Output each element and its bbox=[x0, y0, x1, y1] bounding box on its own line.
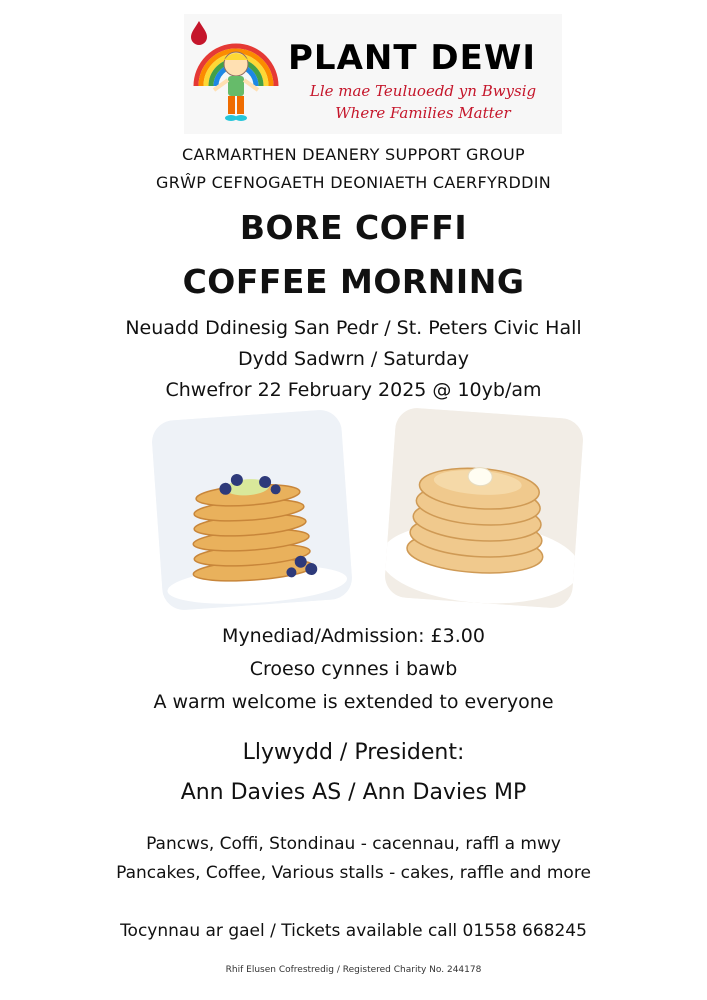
venue: Neuadd Ddinesig San Pedr / St. Peters Civic Hall bbox=[125, 317, 582, 339]
president-label: Llywydd / President: bbox=[242, 740, 465, 765]
day: Dydd Sadwrn / Saturday bbox=[238, 348, 469, 370]
welcome-english: A warm welcome is extended to everyone bbox=[153, 691, 554, 713]
welcome-welsh: Croeso cynnes i bawb bbox=[249, 658, 458, 680]
president-name: Ann Davies AS / Ann Davies MP bbox=[180, 780, 527, 805]
pancake-stack-photo-right bbox=[384, 407, 585, 610]
logo-title: PLANT DEWI bbox=[288, 38, 536, 78]
logo-english-tagline: Where Families Matter bbox=[335, 104, 511, 122]
date-time: Chwefror 22 February 2025 @ 10yb/am bbox=[165, 379, 542, 401]
charity-number: Rhif Elusen Cofrestredig / Registered Charity No. 244178 bbox=[225, 965, 482, 975]
english-title: COFFEE MORNING bbox=[182, 262, 525, 301]
pancake-stack-photo-left bbox=[151, 409, 354, 612]
organisation-welsh: GRŴP CEFNOGAETH DEONIAETH CAERFYRDDIN bbox=[156, 173, 551, 192]
tickets-info: Tocynnau ar gael / Tickets available call 01558 668245 bbox=[120, 921, 587, 941]
red-drop-icon bbox=[190, 20, 208, 46]
organisation-english: CARMARTHEN DEANERY SUPPORT GROUP bbox=[182, 145, 525, 164]
logo-welsh-tagline: Lle mae Teuluoedd yn Bwysig bbox=[309, 82, 537, 100]
stalls-welsh: Pancws, Coffi, Stondinau - cacennau, raffl a mwy bbox=[146, 834, 561, 854]
plant-dewi-logo bbox=[184, 14, 562, 134]
welsh-title: BORE COFFI bbox=[239, 208, 468, 247]
admission-price: Mynediad/Admission: £3.00 bbox=[222, 625, 485, 647]
stalls-english: Pancakes, Coffee, Various stalls - cakes, raffle and more bbox=[116, 863, 591, 883]
